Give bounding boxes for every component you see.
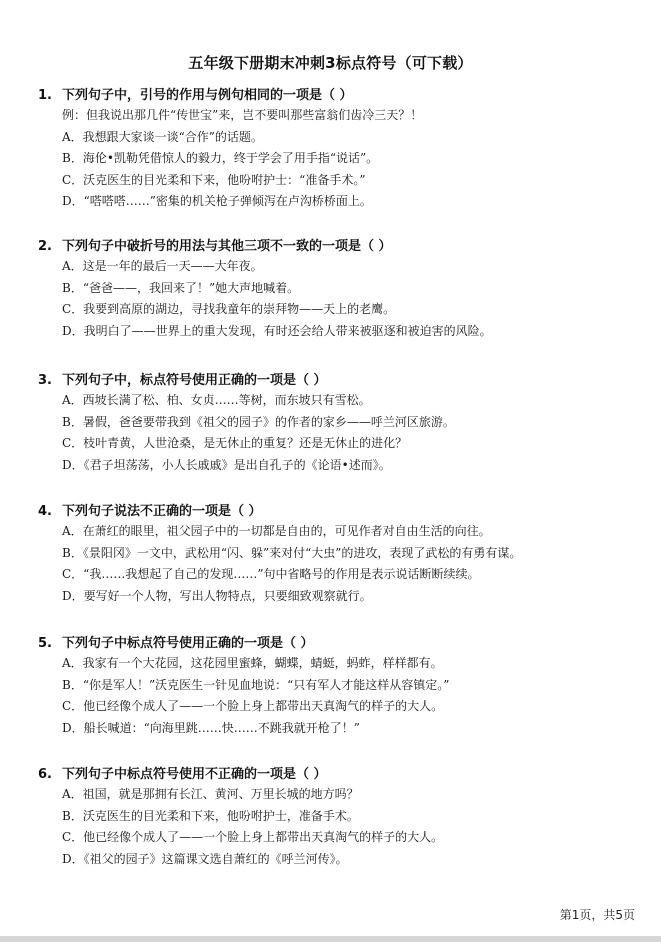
- question-stem: [38, 632, 314, 651]
- page-title: 五年级下册期末冲刺3标点符号（可下载）: [188, 54, 473, 72]
- answer-option: B．沃克医生的目光柔和下来，他吩咐护士，准备手术。: [62, 808, 359, 823]
- answer-option: C．枝叶青黄，人世沧桑，是无休止的重复？还是无休止的进化？: [62, 436, 408, 451]
- question-stem: [38, 84, 353, 103]
- question-stem-text: 下列句子中标点符号使用正确的一项是（ ）: [62, 636, 314, 651]
- question-stem-text: 下列句子中，标点符号使用正确的一项是（ ）: [62, 373, 327, 388]
- question-stem: [38, 500, 262, 519]
- question-number: 6.: [38, 767, 52, 782]
- question-number: 5.: [38, 636, 52, 651]
- page-footer: 第1页，共5页: [559, 908, 635, 922]
- question-number: 4.: [38, 504, 52, 519]
- answer-option: A．我想跟大家谈一谈“合作”的话题。: [62, 129, 263, 144]
- answer-option: B．海伦•凯勒凭借惊人的毅力，终于学会了用手指“说话”。: [62, 151, 379, 166]
- question-number: 2.: [38, 239, 52, 254]
- question-stem: [38, 763, 327, 782]
- example-sentence: 例：但我说出那几件“传世宝”来，岂不要叫那些富翁们齿冷三天？！: [62, 108, 423, 122]
- answer-option: B．“你是军人！”沃克医生一针见血地说：“只有军人才能这样从容镇定。”: [62, 677, 450, 692]
- question-stem: [38, 369, 327, 388]
- answer-option: B．暑假，爸爸要带我到《祖父的园子》的作者的家乡——呼兰河区旅游。: [62, 414, 455, 429]
- answer-option: D．“嗒嗒嗒……”密集的机关枪子弹倾泻在卢沟桥桥面上。: [62, 194, 372, 209]
- question-stem-text: 下列句子说法不正确的一项是（ ）: [62, 504, 262, 519]
- answer-option: D．《君子坦荡荡，小人长戚戚》是出自孔子的《论语•述而》。: [62, 457, 391, 472]
- answer-option: B．《景阳冈》一文中，武松用“闪、躲”来对付“大虫”的进攻，表现了武松的有勇有谋。: [62, 545, 522, 560]
- answer-option: C．他已经像个成人了——一个脸上身上都带出天真淘气的样子的大人。: [62, 699, 444, 714]
- bottom-rule: [0, 936, 661, 942]
- question-stem: [38, 235, 392, 254]
- answer-option: A．这是一年的最后一天——大年夜。: [62, 259, 263, 273]
- answer-option: C．沃克医生的目光柔和下来，他吩咐护士：“准备手术。”: [62, 172, 366, 187]
- answer-option: D．船长喊道：“向海里跳……快……不跳我就开枪了！”: [62, 720, 360, 735]
- question-stem-text: 下列句子中，引号的作用与例句相同的一项是（ ）: [62, 88, 353, 103]
- answer-option: D．《祖父的园子》这篇课文选自萧红的《呼兰河传》。: [62, 851, 348, 866]
- answer-option: C．他已经像个成人了——一个脸上身上都带出天真淘气的样子的大人。: [62, 830, 444, 845]
- question-stem-text: 下列句子中标点符号使用不正确的一项是（ ）: [62, 767, 327, 782]
- question-number: 1.: [38, 88, 52, 103]
- answer-option: A．我家有一个大花园，这花园里蜜蜂，蝴蝶，蜻蜓，蚂蚱，样样都有。: [62, 656, 443, 670]
- question-stem-text: 下列句子中破折号的用法与其他三项不一致的一项是（ ）: [62, 239, 392, 254]
- answer-option: A．在萧红的眼里，祖父园子中的一切都是自由的，可见作者对自由生活的向往。: [62, 524, 491, 538]
- answer-option: A．祖国，就是那拥有长江、黄河、万里长城的地方吗？: [62, 787, 359, 801]
- answer-option: D．我明白了——世界上的重大发现，有时还会给人带来被驱逐和被迫害的风险。: [62, 323, 492, 338]
- answer-option: B．“爸爸——，我回来了！”她大声地喊着。: [62, 280, 300, 295]
- answer-option: A．西坡长满了松、柏、女贞……等树，而东坡只有雪松。: [62, 393, 371, 407]
- question-number: 3.: [38, 373, 52, 388]
- answer-option: D．要写好一个人物，写出人物特点，只要细致观察就行。: [62, 588, 372, 603]
- answer-option: C．我要到高原的湖边，寻找我童年的崇拜物——天上的老鹰。: [62, 302, 396, 317]
- answer-option: C．“我……我想起了自己的发现……”句中省略号的作用是表示说话断断续续。: [62, 567, 480, 582]
